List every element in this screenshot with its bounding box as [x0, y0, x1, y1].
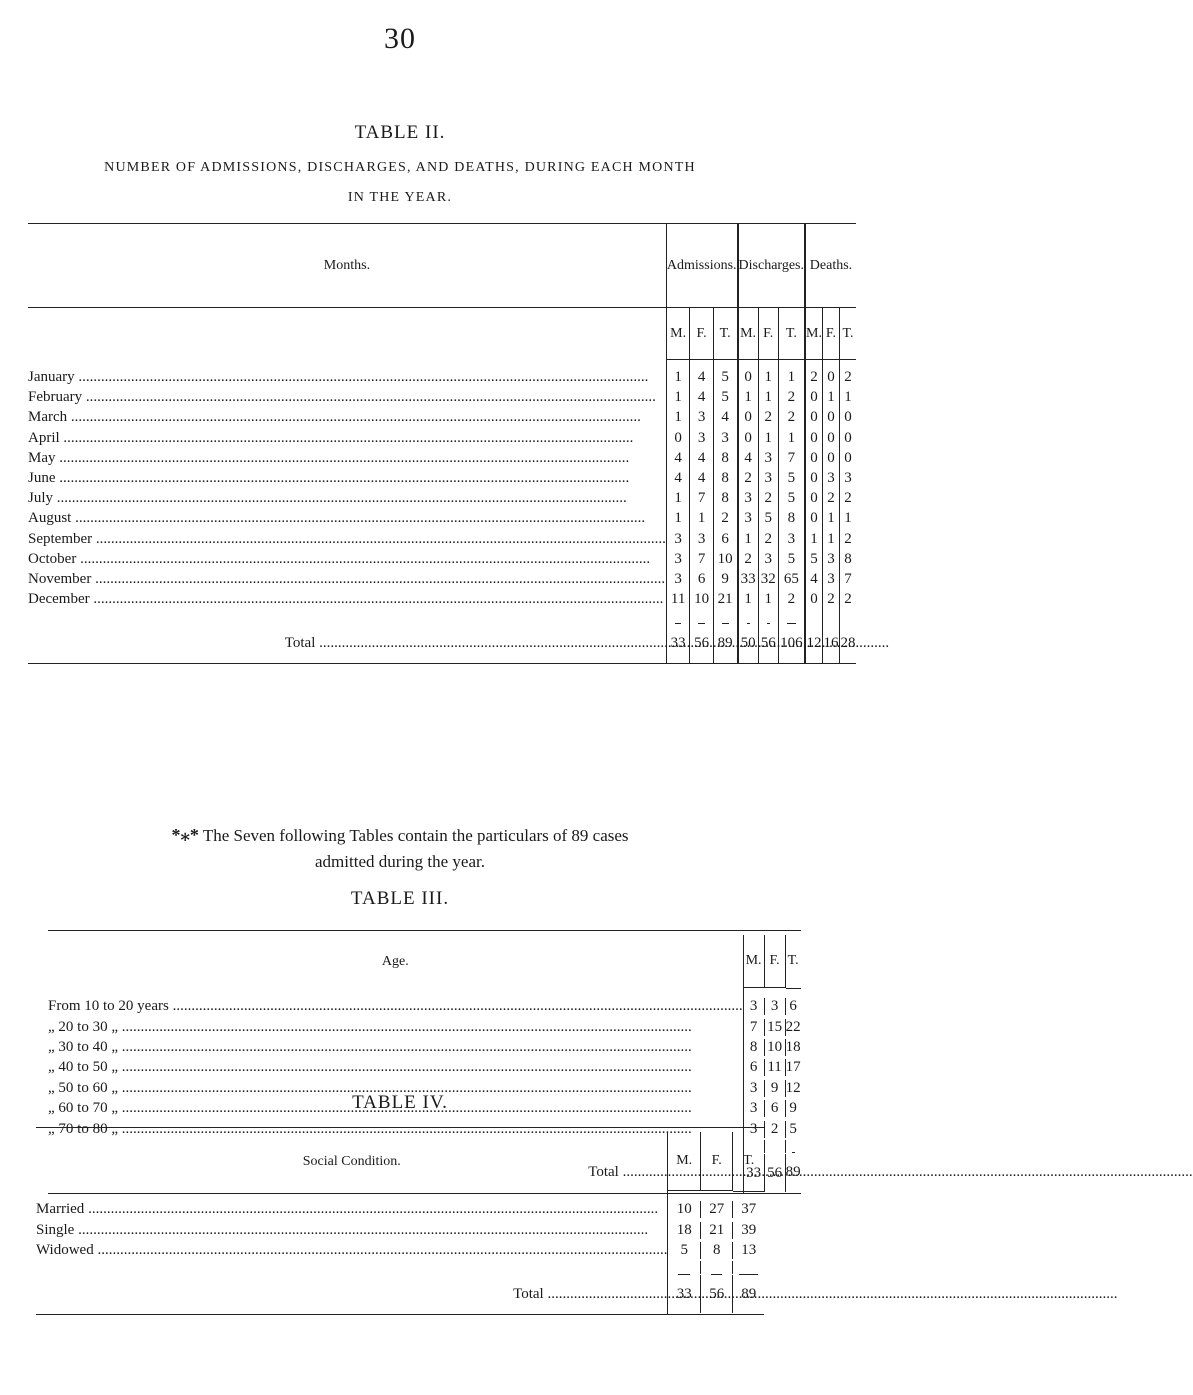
total-cell: 12 — [805, 624, 823, 664]
table-row — [28, 509, 856, 529]
table-cell: 7 — [690, 549, 713, 569]
total-mf-cell — [668, 1275, 733, 1315]
row-label — [28, 489, 666, 509]
header-discharges: Discharges. — [738, 224, 805, 308]
table-cell: 1 — [666, 408, 689, 428]
m-cell: 3 — [744, 1121, 765, 1138]
note-marker: *⁎* — [171, 825, 199, 845]
table-cell: 3 — [822, 468, 839, 488]
row-label — [36, 1220, 668, 1240]
header-dis-f: F. — [758, 308, 778, 360]
table-row — [28, 388, 856, 408]
table-cell: 2 — [778, 408, 805, 428]
mf-cell — [743, 1037, 786, 1057]
table-cell: 7 — [778, 448, 805, 468]
table-cell: 0 — [844, 449, 852, 466]
header-age-m: M. — [744, 935, 765, 988]
total-cell: 33 — [666, 624, 689, 664]
table-cell: 4 — [713, 408, 737, 428]
table-row — [28, 590, 856, 610]
header-dea-m: M. — [805, 308, 823, 360]
row-label — [28, 549, 666, 569]
f-cell: 15 — [765, 1019, 786, 1036]
t-cell: 9 — [789, 1100, 797, 1117]
month-label: March ..... — [28, 409, 641, 425]
header-age-f: F. — [765, 935, 786, 988]
table-cell: 1 — [666, 489, 689, 509]
row-label — [28, 428, 666, 448]
mf-cell — [668, 1220, 733, 1240]
header-months-spacer — [28, 308, 666, 360]
table-cell: 0 — [805, 468, 823, 488]
table-cell: 65 — [778, 569, 805, 589]
row-label — [48, 1058, 743, 1078]
row-label — [28, 569, 666, 589]
table-cell: 3 — [778, 529, 805, 549]
header-dis-t: T. — [778, 308, 805, 360]
table-4-title: TABLE IV. — [352, 1092, 448, 1113]
table-4 — [36, 1127, 764, 1315]
table-cell: 2 — [844, 530, 852, 547]
table-row — [48, 1017, 801, 1037]
table-cell: 3 — [666, 569, 689, 589]
table-cell: 2 — [778, 590, 805, 610]
table-cell: 2 — [758, 529, 778, 549]
f-cell: 3 — [765, 998, 786, 1015]
f-cell: 10 — [765, 1039, 786, 1056]
m-cell: 7 — [744, 1019, 765, 1036]
f-cell: 21 — [701, 1222, 733, 1239]
row-label — [28, 368, 666, 388]
table-cell: 6 — [690, 569, 713, 589]
table-cell: 3 — [690, 529, 713, 549]
month-label: November ..... — [28, 571, 665, 587]
table-row — [28, 408, 856, 428]
table-cell: 2 — [822, 489, 839, 509]
table-cell: 5 — [713, 368, 737, 388]
table-cell: 3 — [690, 428, 713, 448]
table-cell: 9 — [713, 569, 737, 589]
table-cell: 0 — [805, 489, 823, 509]
f-cell: 27 — [701, 1201, 733, 1218]
total-label-text: Total — [513, 1285, 544, 1302]
table-cell: 3 — [758, 549, 778, 569]
table-cell: 1 — [738, 590, 759, 610]
t-cell: 5 — [789, 1120, 797, 1137]
table-cell: 0 — [822, 368, 839, 388]
t-cell: 39 — [741, 1221, 757, 1238]
month-label: August ..... — [28, 510, 645, 526]
table-cell: 3 — [738, 489, 759, 509]
row-label-text: Single ..... — [36, 1222, 648, 1238]
table-cell: 2 — [713, 509, 737, 529]
table-cell: 1 — [844, 389, 852, 406]
table-cell: 0 — [805, 408, 823, 428]
header-dea-f: F. — [822, 308, 839, 360]
month-label: April ..... — [28, 430, 633, 446]
header-age-m-f — [743, 935, 786, 989]
table-cell: 1 — [758, 388, 778, 408]
table-cell: 8 — [778, 509, 805, 529]
total-cell: 56 — [690, 624, 713, 664]
table-row — [48, 997, 801, 1017]
month-label: July ..... — [28, 490, 627, 506]
table-cell: 7 — [844, 570, 852, 587]
m-cell: 8 — [744, 1039, 765, 1056]
t-cell: 6 — [789, 998, 797, 1015]
header-months: Months. — [28, 224, 666, 308]
table-cell: 4 — [805, 569, 823, 589]
table-cell: 0 — [738, 408, 759, 428]
table-cell: 2 — [822, 590, 839, 610]
month-label: May ..... — [28, 450, 629, 466]
table-cell: 8 — [844, 550, 852, 567]
table-cell: 2 — [758, 489, 778, 509]
m-cell: 3 — [744, 998, 765, 1015]
table-2-title: TABLE II. — [354, 122, 446, 143]
t-cell: 22 — [785, 1018, 801, 1035]
table-cell: 1 — [690, 509, 713, 529]
table-cell: 2 — [805, 368, 823, 388]
table-cell: 2 — [844, 490, 852, 507]
table-cell: 2 — [844, 369, 852, 386]
row-label-text: „ 70 to 80 „ ..... — [48, 1121, 692, 1137]
header-social-m-f — [668, 1132, 733, 1192]
table-cell: 2 — [778, 388, 805, 408]
row-label-text: „ 20 to 30 „ ..... — [48, 1019, 692, 1035]
t-cell: 18 — [785, 1038, 801, 1055]
m-cell: 10 — [668, 1201, 700, 1218]
row-label — [28, 529, 666, 549]
table-cell: 1 — [778, 428, 805, 448]
total-label-text: Total — [284, 635, 316, 651]
mf-cell — [668, 1200, 733, 1220]
row-label — [28, 468, 666, 488]
table-cell: 3 — [758, 448, 778, 468]
mf-cell — [743, 997, 786, 1017]
table-row — [28, 549, 856, 569]
m-cell: 3 — [744, 1100, 765, 1117]
month-label: June ..... — [28, 470, 629, 486]
row-label-text: Married ..... — [36, 1201, 658, 1217]
table-row — [28, 428, 856, 448]
header-adm-t: T. — [713, 308, 737, 360]
table-cell: 1 — [758, 428, 778, 448]
header-social-t: T. — [733, 1132, 764, 1192]
note-line-1: The Seven following Tables contain the particulars of 89 cases — [202, 826, 629, 845]
m-cell: 3 — [744, 1080, 765, 1097]
total-f-cell: 56 — [701, 1275, 733, 1313]
table-cell: 0 — [822, 448, 839, 468]
f-cell: 6 — [765, 1100, 786, 1117]
total-m-cell: 33 — [668, 1275, 700, 1313]
total-cell: 50 — [738, 624, 759, 664]
total-label — [28, 624, 666, 664]
table-row — [28, 368, 856, 388]
row-label — [28, 509, 666, 529]
header-age: Age. — [48, 935, 743, 989]
table-row — [48, 1058, 801, 1078]
month-label: December ..... — [28, 591, 663, 607]
total-row — [28, 624, 856, 664]
month-label: September ..... — [28, 531, 666, 547]
table-cell: 3 — [822, 549, 839, 569]
row-label — [48, 997, 743, 1017]
table-cell: 5 — [778, 489, 805, 509]
note — [0, 822, 800, 875]
row-label — [28, 448, 666, 468]
table-cell: 0 — [738, 428, 759, 448]
header-admissions: Admissions. — [666, 224, 737, 308]
total-cell: 106 — [778, 624, 805, 664]
table-cell: 5 — [778, 549, 805, 569]
table-cell: 0 — [805, 448, 823, 468]
table-cell: 1 — [738, 529, 759, 549]
table-cell: 0 — [844, 429, 852, 446]
total-cell: 56 — [758, 624, 778, 664]
header-adm-m: M. — [666, 308, 689, 360]
table-2-subtitle-line-2: IN THE YEAR. — [347, 190, 453, 205]
table-cell: 0 — [822, 428, 839, 448]
row-label-text: From 10 to 20 years ..... — [48, 998, 743, 1014]
total-t-cell: 89 — [786, 1153, 801, 1193]
header-social-condition: Social Condition. — [36, 1132, 668, 1192]
total-cell: 16 — [822, 624, 839, 664]
f-cell: 8 — [701, 1242, 733, 1259]
table-cell: 0 — [738, 368, 759, 388]
table-cell: 4 — [738, 448, 759, 468]
m-cell: 18 — [668, 1222, 700, 1239]
row-label — [36, 1240, 668, 1260]
t-cell: 37 — [741, 1201, 757, 1218]
header-dea-t: T. — [839, 308, 856, 360]
table-row — [28, 529, 856, 549]
row-label-text: „ 50 to 60 „ ..... — [48, 1080, 692, 1096]
table-cell: 1 — [778, 368, 805, 388]
table-2-subtitle-line-1: NUMBER OF ADMISSIONS, DISCHARGES, AND DEATHS, DURING EACH MONTH — [104, 160, 696, 175]
total-label — [36, 1275, 668, 1315]
table-cell: 1 — [844, 510, 852, 527]
table-cell: 1 — [805, 529, 823, 549]
mf-cell — [743, 1017, 786, 1037]
table-cell: 3 — [758, 468, 778, 488]
table-row — [28, 448, 856, 468]
table-cell: 10 — [690, 590, 713, 610]
table-cell: 8 — [713, 448, 737, 468]
header-age-t: T. — [786, 935, 801, 989]
t-cell: 12 — [785, 1079, 801, 1096]
table-cell: 1 — [758, 590, 778, 610]
row-label — [48, 1037, 743, 1057]
t-cell: 13 — [741, 1241, 757, 1258]
row-label-text: Widowed ..... — [36, 1242, 667, 1258]
table-row — [36, 1240, 764, 1260]
table-cell: 1 — [666, 368, 689, 388]
total-row — [36, 1275, 764, 1315]
table-cell: 8 — [713, 468, 737, 488]
row-label — [36, 1200, 668, 1220]
f-cell: 9 — [765, 1080, 786, 1097]
table-cell: 2 — [738, 468, 759, 488]
table-cell: 0 — [822, 408, 839, 428]
header-social-m: M. — [668, 1132, 700, 1191]
table-cell: 4 — [666, 448, 689, 468]
table-cell: 21 — [713, 590, 737, 610]
total-cell: 28 — [839, 624, 856, 664]
table-cell: 1 — [758, 368, 778, 388]
table-cell: 4 — [690, 468, 713, 488]
table-cell: 3 — [666, 529, 689, 549]
table-cell: 4 — [666, 468, 689, 488]
table-cell: 3 — [690, 408, 713, 428]
table-cell: 5 — [713, 388, 737, 408]
table-cell: 33 — [738, 569, 759, 589]
table-cell: 0 — [844, 409, 852, 426]
page-number: 30 — [384, 22, 416, 55]
row-label-text: „ 30 to 40 „ ..... — [48, 1039, 692, 1055]
table-row — [36, 1200, 764, 1220]
table-row — [48, 1037, 801, 1057]
table-row — [28, 569, 856, 589]
table-cell: 6 — [713, 529, 737, 549]
table-cell: 4 — [690, 388, 713, 408]
row-label-text: „ 40 to 50 „ ..... — [48, 1059, 692, 1075]
table-cell: 1 — [666, 388, 689, 408]
row-label — [28, 590, 666, 610]
total-cell: 89 — [713, 624, 737, 664]
table-cell: 5 — [758, 509, 778, 529]
table-cell: 3 — [666, 549, 689, 569]
table-cell: 2 — [758, 408, 778, 428]
table-cell: 5 — [805, 549, 823, 569]
mf-cell — [668, 1240, 733, 1260]
m-cell: 6 — [744, 1059, 765, 1076]
m-cell: 5 — [668, 1242, 700, 1259]
table-cell: 0 — [805, 388, 823, 408]
table-cell: 1 — [822, 509, 839, 529]
table-cell: 4 — [690, 448, 713, 468]
header-social-f: F. — [701, 1132, 733, 1191]
row-label — [48, 1017, 743, 1037]
table-cell: 3 — [713, 428, 737, 448]
table-cell: 0 — [666, 428, 689, 448]
f-cell: 11 — [765, 1059, 786, 1076]
t-cell: 17 — [785, 1059, 801, 1076]
month-label: October ..... — [28, 551, 650, 567]
table-cell: 0 — [805, 428, 823, 448]
table-cell: 1 — [666, 509, 689, 529]
table-cell: 3 — [738, 509, 759, 529]
table-cell: 32 — [758, 569, 778, 589]
header-dis-m: M. — [738, 308, 759, 360]
note-line-2: admitted during the year. — [315, 852, 485, 871]
table-cell: 2 — [844, 591, 852, 608]
row-label — [28, 408, 666, 428]
table-2-subtitle — [0, 153, 800, 213]
table-cell: 3 — [822, 569, 839, 589]
table-cell: 10 — [713, 549, 737, 569]
table-2 — [28, 223, 856, 664]
table-cell: 2 — [738, 549, 759, 569]
table-3-title: TABLE III. — [350, 888, 450, 909]
table-row — [28, 489, 856, 509]
table-cell: 11 — [666, 590, 689, 610]
total-label-text: Total — [588, 1164, 619, 1181]
table-cell: 1 — [738, 388, 759, 408]
table-cell: 1 — [822, 529, 839, 549]
header-adm-f: F. — [690, 308, 713, 360]
table-cell: 0 — [805, 509, 823, 529]
header-deaths: Deaths. — [805, 224, 856, 308]
table-cell: 1 — [822, 388, 839, 408]
f-cell: 2 — [765, 1121, 786, 1138]
table-row — [28, 468, 856, 488]
table-cell: 3 — [844, 470, 852, 487]
total-f-cell: 56 — [765, 1154, 786, 1192]
table-cell: 0 — [805, 590, 823, 610]
month-label: February ..... — [28, 389, 656, 405]
table-row — [36, 1220, 764, 1240]
row-label — [28, 388, 666, 408]
mf-cell — [743, 1058, 786, 1078]
table-cell: 7 — [690, 489, 713, 509]
table-cell: 5 — [778, 468, 805, 488]
table-cell: 8 — [713, 489, 737, 509]
total-m-cell: 33 — [744, 1154, 765, 1192]
table-cell: 4 — [690, 368, 713, 388]
row-label-text: „ 60 to 70 „ ..... — [48, 1100, 692, 1116]
total-t-cell: 89 — [733, 1275, 764, 1315]
month-label: January ..... — [28, 369, 648, 385]
